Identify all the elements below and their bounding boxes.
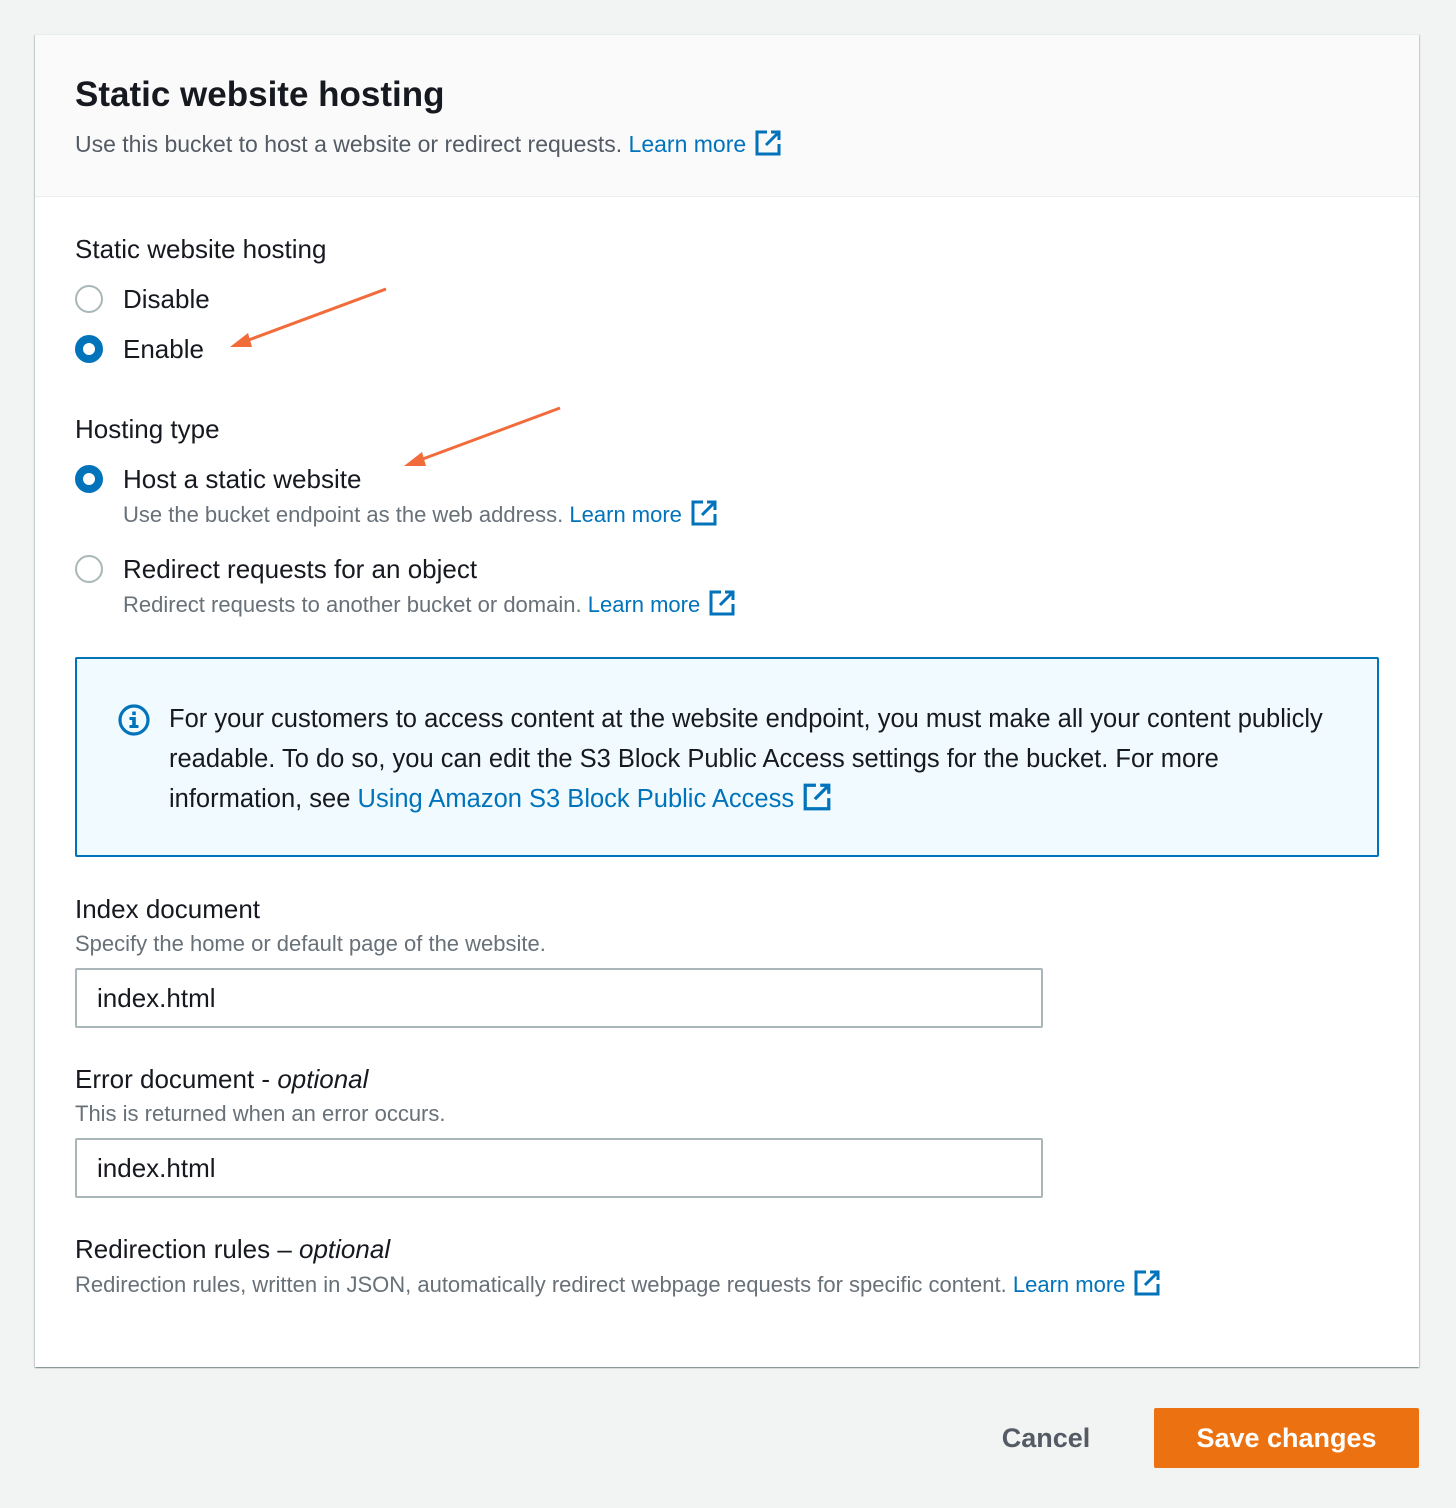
learn-more-label: Learn more [1012,1272,1126,1297]
panel-description-text: Use this bucket to host a website or redirect requests. [75,131,623,157]
radio-disable-control[interactable] [75,285,103,313]
panel-title: Static website hosting [75,75,445,114]
panel-description [75,129,782,159]
learn-more-link-header[interactable] [629,131,783,157]
error-document-description: This is returned when an error occurs. [75,1101,446,1126]
radio-host-static-label[interactable]: Host a static website [123,464,362,494]
panel-header [35,35,1419,197]
info-alert-message: For your customers to access content at the website endpoint, you must make all your content publicly readable. To do so, you can edit the S3 Block Public Access settings for the bucket. For more information, see [169,705,1323,813]
info-icon [117,703,151,737]
radio-enable-control[interactable] [75,335,103,363]
error-document-input[interactable] [75,1138,1043,1198]
redirection-rules-description [75,1269,1161,1300]
external-link-icon [708,589,736,617]
hosting-label: Static website hosting [75,234,327,264]
radio-enable-label[interactable]: Enable [123,334,204,364]
learn-more-link-host-static[interactable] [569,502,718,527]
info-alert [75,657,1379,857]
redirection-rules-label [75,1233,390,1265]
radio-redirect-control[interactable] [75,555,103,583]
radio-redirect-label[interactable]: Redirect requests for an object [123,554,478,584]
redirection-rules-description-text: Redirection rules, written in JSON, automatically redirect webpage requests for specific content. [75,1272,1007,1297]
block-public-access-link[interactable] [358,785,833,813]
index-document-label: Index document [75,894,261,924]
info-alert-text [169,699,1349,819]
index-document-description: Specify the home or default page of the website. [75,931,546,956]
learn-more-label: Learn more [569,502,682,527]
external-link-icon [690,499,718,527]
error-document-label-text: Error document - [75,1064,271,1094]
learn-more-label: Learn more [628,131,747,157]
hosting-type-label: Hosting type [75,414,220,444]
block-public-access-label: Using Amazon S3 Block Public Access [357,785,795,813]
external-link-icon [1133,1269,1161,1297]
learn-more-link-redirect[interactable] [588,592,737,617]
radio-disable-label[interactable]: Disable [123,284,210,314]
redirection-rules-label-text: Redirection rules – [75,1234,292,1264]
redirection-rules-optional: optional [299,1234,391,1264]
index-document-input[interactable] [75,968,1043,1028]
external-link-icon [802,782,832,812]
host-static-description [123,499,718,530]
radio-host-static-control[interactable] [75,465,103,493]
redirect-description-text: Redirect requests to another bucket or domain. [123,592,582,617]
external-link-icon [754,129,782,157]
error-document-optional: optional [277,1064,369,1094]
error-document-label [75,1063,368,1095]
learn-more-label: Learn more [587,592,701,617]
cancel-button[interactable]: Cancel [980,1408,1112,1468]
redirect-description [123,589,736,620]
host-static-description-text: Use the bucket endpoint as the web address. [123,502,564,527]
save-changes-button[interactable]: Save changes [1154,1408,1419,1468]
static-website-hosting-panel [35,34,1419,1367]
learn-more-link-redirection[interactable] [1013,1272,1162,1297]
